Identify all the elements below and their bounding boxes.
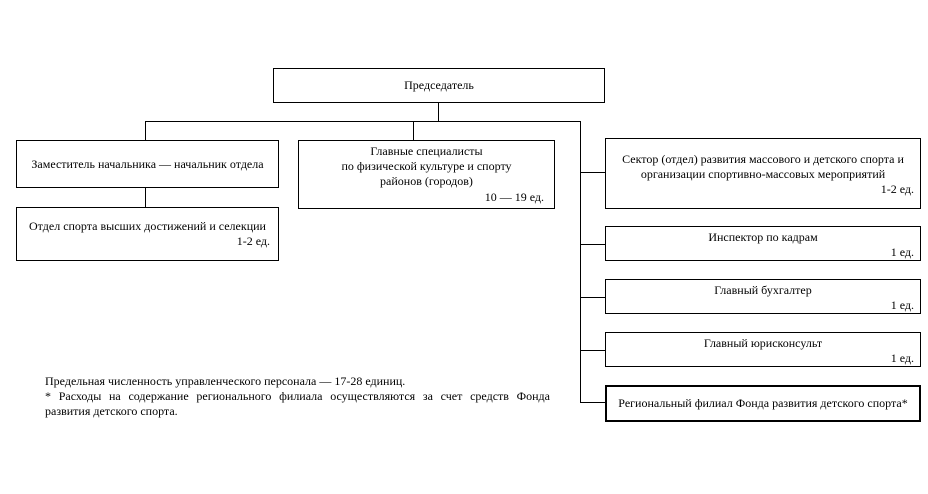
chief-specialists-line1: Главные специалисты — [370, 144, 483, 158]
connector-to-hr — [580, 244, 605, 245]
sector-units: 1-2 ед. — [880, 182, 914, 196]
connector-deputy-to-department — [145, 188, 146, 207]
sector-line2: организации спортивно-массовых мероприятий — [640, 167, 886, 181]
connector-chairman-down — [438, 103, 439, 121]
deputy-box — [16, 140, 279, 188]
chief-lawyer-label: Главный юрисконсульт — [703, 336, 823, 350]
chief-accountant-box — [605, 279, 921, 314]
regional-branch-box — [605, 385, 921, 422]
staff-limit-note — [45, 374, 550, 419]
connector-right-trunk — [580, 121, 581, 403]
chief-lawyer-units: 1 ед. — [890, 351, 914, 365]
connector-to-deputy — [145, 121, 146, 140]
footnote-text: * Расходы на содержание регионального филиала осуществляются за счет средств Фонда развития детского спорта. — [45, 389, 550, 418]
chief-specialists-line2: по физической культуре и спорту — [341, 159, 512, 173]
connector-to-accountant — [580, 297, 605, 298]
chief-specialists-box — [298, 140, 555, 209]
chief-accountant-label: Главный бухгалтер — [714, 283, 812, 297]
chairman-label: Председатель — [404, 78, 474, 92]
staff-limit-text: Предельная численность управленческого персонала — 17-28 единиц. — [45, 374, 406, 388]
chief-accountant-units: 1 ед. — [890, 298, 914, 312]
chief-lawyer-box — [605, 332, 921, 367]
chief-specialists-units: 10 — 19 ед. — [484, 190, 544, 204]
connector-to-specialists — [413, 121, 414, 140]
chief-specialists-line3: районов (городов) — [380, 174, 473, 188]
deputy-label: Заместитель начальника — начальник отдела — [31, 157, 264, 171]
connector-top-horizontal — [145, 121, 581, 122]
high-achievements-box — [16, 207, 279, 261]
hr-inspector-label: Инспектор по кадрам — [708, 230, 818, 244]
hr-inspector-box — [605, 226, 921, 261]
sector-box — [605, 138, 921, 209]
sector-line1: Сектор (отдел) развития массового и детского спорта и — [622, 152, 904, 166]
connector-to-lawyer — [580, 350, 605, 351]
hr-inspector-units: 1 ед. — [890, 245, 914, 259]
connector-to-branch — [580, 402, 605, 403]
connector-to-sector — [580, 172, 605, 173]
chairman-box — [273, 68, 605, 103]
regional-branch-label: Региональный филиал Фонда развития детского спорта* — [618, 396, 908, 410]
high-achievements-label: Отдел спорта высших достижений и селекции — [29, 219, 266, 233]
high-achievements-units: 1-2 ед. — [236, 234, 270, 248]
